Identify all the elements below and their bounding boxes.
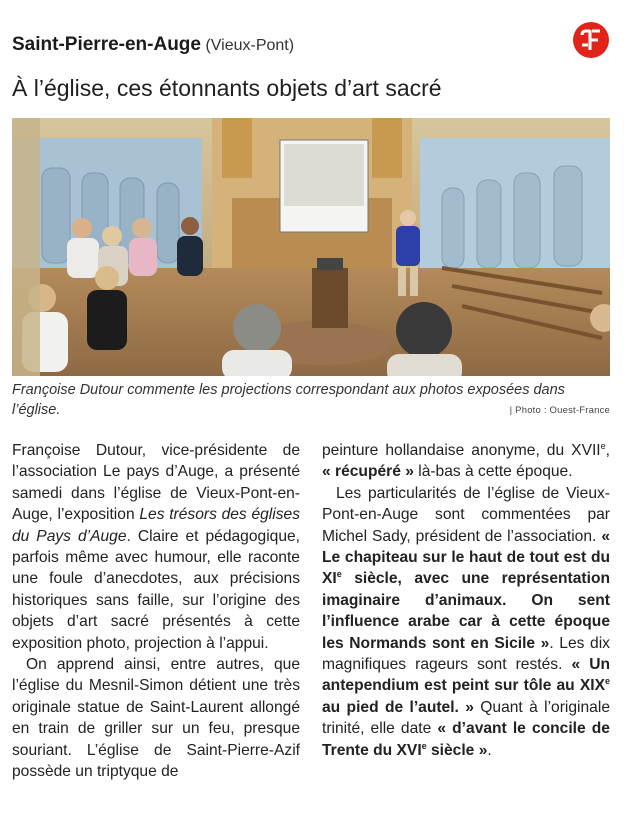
article-header [12,34,572,56]
place-subtitle: (Vieux-Pont) [205,37,295,54]
article-column-right [322,440,610,761]
ouest-france-logo-icon [573,22,609,58]
photo-credit: | Photo : Ouest-France [509,405,610,416]
article-column-left [12,440,300,783]
paragraph-3: peinture hollandaise anonyme, du XVIIe, « récupéré » là-bas à cette époque. [322,440,610,481]
place-name: Saint-Pierre-en-Auge [12,34,201,55]
paragraph-2: On apprend ainsi, entre autres, que l’église du Mesnil-Simon détient une très originale statue de Saint-Laurent allongé en train de griller sur un feu, presque souriant. L’église de Saint-Pierre-Azif possède un triptyque de [12,656,300,781]
paragraph-4: Les particularités de l’église de Vieux-Pont-en-Auge sont commentées par Michel Sady, président de l’association. « Le chapiteau sur le haut de tout est du XIe siècle, avec une représentation imaginaire d’animaux. On sent l’influence arabe car à cette époque les Normands sont en Sicile ». Les dix magnifiques rageurs sont restés. « Un antependium est peint sur tôle au XIXe au pied de l’autel. » Quant à l’originale trinité, elle date « d’avant le concile de Trente du XVIe siècle ». [322,484,610,759]
photo-caption: Françoise Dutour commente les projections correspondant aux photos exposées dans l’église. [12,382,565,418]
headline: À l’église, ces étonnants objets d’art sacré [12,75,442,101]
article-photo [12,118,610,376]
paragraph-1: Françoise Dutour, vice-présidente de l’association Le pays d’Auge, a présenté samedi dans l’église de Vieux-Pont-en-Auge, l’exposition Les trésors des églises du Pays d’Auge. Claire et pédagogique, parfois même avec humour, elle raconte une foule d’anecdotes, aux précisions historiques sans faille, sur l’origine des objets d’art sacré présentés à cette exposition photo, projection à l’appui. [12,442,301,652]
